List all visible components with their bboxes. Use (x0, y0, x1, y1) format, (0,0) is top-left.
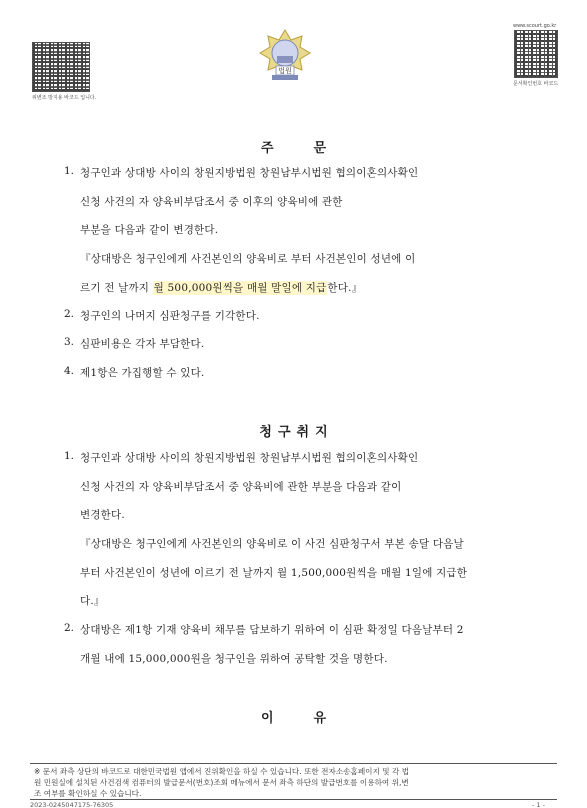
jumun-item-2-number: 2. (64, 308, 75, 320)
jumun-item-3-text: 심판비용은 각자 부담한다. (80, 338, 205, 350)
jumun-item-1-line: 『상대방은 청구인에게 사건본인의 양육비로 부터 사건본인이 성년에 이 (80, 253, 416, 265)
highlighted-amount: 월 500,000원씩을 매월 말일에 지급 (153, 282, 327, 294)
jumun-item-1-line: 부분을 다음과 같이 변경한다. (80, 224, 219, 236)
jumun-item-4-number: 4. (64, 365, 75, 377)
section-heading-cheonggu: 청 구 취 지 (259, 425, 328, 440)
section-heading-jumun: 주 문 (260, 141, 327, 156)
document-number-barcode-caption: 문서확인번호 바코드 (513, 81, 559, 87)
footer-note-line: 원 민원실에 설치된 사건검색 컴퓨터의 발급문서(번호)조회 메뉴에서 문서 좌측 하단의 발급번호를 이용하여 위,변 (34, 778, 409, 787)
court-emblem-icon (258, 28, 312, 82)
verification-barcode (32, 42, 90, 92)
jumun-item-3-number: 3. (64, 336, 75, 348)
cheonggu-item-1-line: 부터 사건본인이 성년에 이르기 전 날까지 월 1,500,000원씩을 매월 1일에 지급한 (80, 567, 468, 579)
footer-divider (30, 763, 557, 764)
cheonggu-item-1-line: 신청 사건의 자 양육비부담조서 중 양육비에 관한 부분을 다음과 같이 (80, 481, 402, 493)
section-heading-iyu: 이 유 (260, 711, 327, 726)
cheonggu-item-2-number: 2. (64, 622, 75, 634)
cheonggu-item-1-line: 다.』 (80, 595, 105, 607)
cheonggu-item-1-line: 변경한다. (80, 509, 125, 521)
jumun-item-1-line: 청구인과 상대방 사이의 창원지방법원 창원남부시법원 협의이혼의사확인 (80, 167, 419, 179)
cheonggu-item-2-line: 상대방은 제1항 기재 양육비 채무를 담보하기 위하여 이 심판 확정일 다음날부터 2 (80, 624, 464, 636)
jumun-item-2-text: 청구인의 나머지 심판청구를 기각한다. (80, 310, 260, 322)
page-number: - 1 - (532, 801, 545, 808)
jumun-item-4-text: 제1항은 가집행할 수 있다. (80, 367, 205, 379)
footer-divider (30, 799, 557, 800)
footer-note-line: 조 여부를 확인하실 수 있습니다. (34, 789, 142, 798)
cheonggu-item-1-number: 1. (64, 450, 75, 462)
jumun-item-1-line: 신청 사건의 자 양육비부담조서 중 이후의 양육비에 관한 (80, 196, 343, 208)
footer-note-line: ※ 문서 좌측 상단의 바코드로 대한민국법원 앱에서 진위확인을 하실 수 있습니다. 또한 전자소송홈페이지 및 각 법 (34, 767, 410, 776)
cheonggu-item-2-line: 개월 내에 15,000,000원을 청구인을 위하여 공탁할 것을 명한다. (80, 653, 388, 665)
court-url: www.scourt.go.kr (513, 23, 557, 29)
issue-number: 2023-0245047175-76305 (30, 801, 114, 808)
verification-barcode-caption: 위변조 방지용 바코드 입니다. (32, 95, 97, 101)
emblem-label: 법원 (278, 67, 292, 75)
cheonggu-item-1-line: 청구인과 상대방 사이의 창원지방법원 창원남부시법원 협의이혼의사확인 (80, 452, 419, 464)
document-number-barcode (514, 30, 558, 78)
jumun-item-1-number: 1. (64, 165, 75, 177)
cheonggu-item-1-line: 『상대방은 청구인에게 사건본인의 양육비로 이 사건 심판청구서 부본 송달 다음날 (80, 538, 464, 550)
jumun-item-1-last-line: 르기 전 날까지 월 500,000원씩을 매월 말일에 지급한다.』 (80, 282, 363, 294)
